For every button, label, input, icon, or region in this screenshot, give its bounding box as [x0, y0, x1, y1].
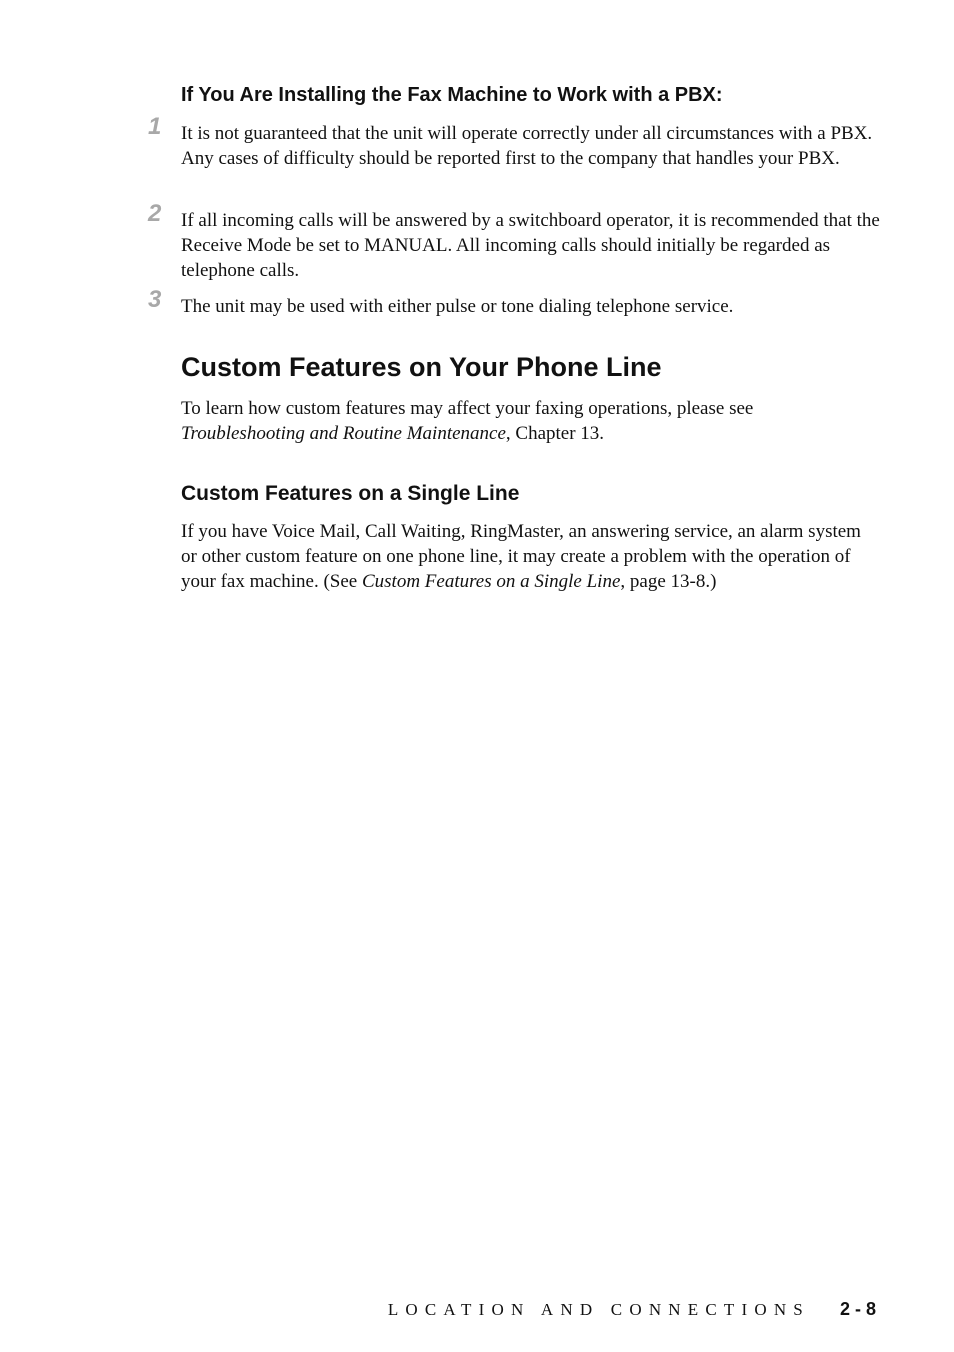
paragraph-text: , page 13-8.): [620, 571, 717, 592]
step-text: If all incoming calls will be answered by a switchboard operator, it is recommended that the Receive Mode be set to MANUAL. All incoming calls should initially be regarded as telephone calls.: [181, 210, 880, 281]
footer-chapter-title: LOCATION AND CONNECTIONS: [387, 1300, 810, 1319]
step-text: The unit may be used with either pulse or tone dialing telephone service.: [181, 296, 734, 317]
pbx-heading: If You Are Installing the Fax Machine to Work with a PBX:: [181, 84, 723, 106]
single-line-heading: Custom Features on a Single Line: [181, 482, 520, 505]
step-number: 3: [148, 286, 162, 313]
page-footer: [388, 1299, 876, 1320]
step-text: It is not guaranteed that the unit will operate correctly under all circumstances with a PBX. Any cases of difficulty should be reported first to the company that handles your PBX.: [181, 123, 873, 169]
step-1: [148, 113, 888, 171]
step-number: 2: [148, 200, 162, 227]
custom-features-heading: Custom Features on Your Phone Line: [181, 352, 662, 382]
single-line-paragraph: [181, 519, 881, 594]
step-2: [148, 200, 888, 283]
step-3: [148, 286, 888, 319]
custom-features-paragraph: [181, 396, 881, 446]
section-reference: Custom Features on a Single Line: [361, 571, 621, 592]
paragraph-text: , Chapter 13.: [505, 423, 605, 444]
paragraph-text: To learn how custom features may affect your faxing operations, please see: [181, 398, 754, 419]
paragraph-text: If you have Voice Mail, Call Waiting, RingMaster, an answering service, an alarm system or other custom feature on one phone line, it may create a problem with the operation of your fax machine. (See: [181, 521, 861, 592]
footer-page-number: 2 - 8: [839, 1299, 876, 1319]
step-number: 1: [148, 113, 162, 140]
chapter-reference: Troubleshooting and Routine Maintenance: [181, 423, 506, 444]
